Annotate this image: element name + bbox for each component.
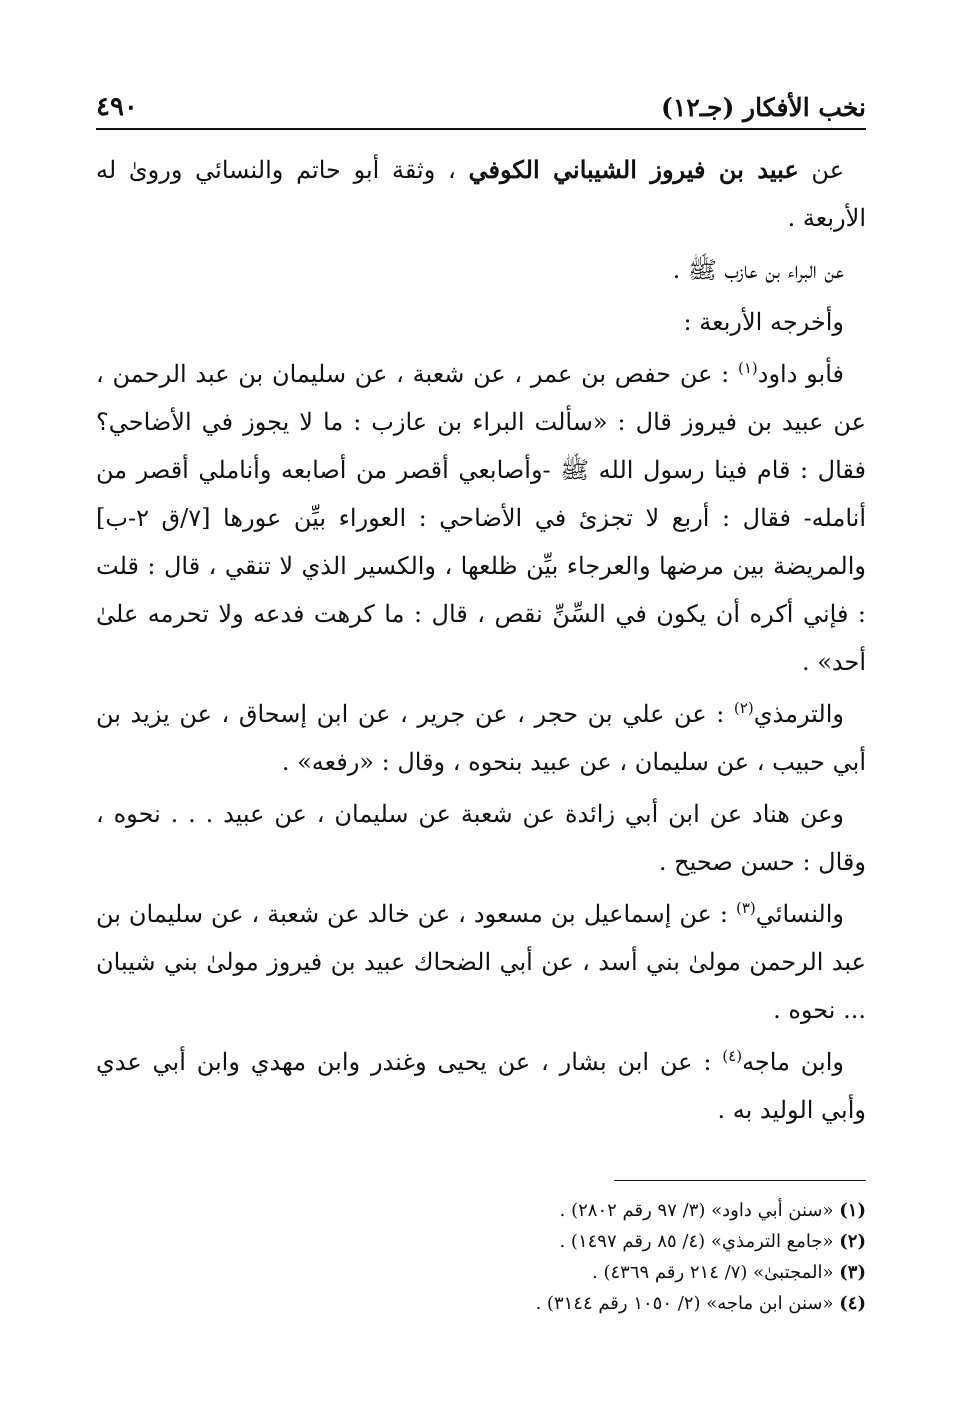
narrator-name: عبيد بن فيروز الشيباني الكوفي [468,155,799,184]
page-number: ٤٩٠ [96,92,138,122]
source-name: والترمذي [753,700,844,728]
text-span: : عن ابن بشار ، عن يحيى وغندر وابن مهدي وابن أبي عدي وأبي الوليد به . [96,1048,866,1124]
footnote-text: «سنن ابن ماجه» (٢/ ١٠٥٠ رقم ٣١٤٤) . [535,1293,834,1314]
source-name: والنسائي [755,900,844,928]
footnote [96,1195,866,1226]
footnote-number: (٢) [839,1231,866,1252]
footnote-ref[interactable]: (٢) [733,699,754,717]
footnote [96,1257,866,1288]
paragraph: عن البراء بن عازب ﷺ . [672,256,844,284]
footnote-text: «جامع الترمذي» (٤/ ٨٥ رقم ١٤٩٧) . [559,1231,834,1252]
paragraph-nasai [96,890,866,1034]
footnote-ref[interactable]: (٣) [736,899,756,917]
running-title: نخب الأفكار (جـ١٢) [660,93,866,122]
text-span: : عن إسماعيل بن مسعود ، عن خالد عن شعبة ، عن سليمان بن عبد الرحمن مولىٰ بني أسد ، عن أبي الضحاك عبيد بن فيروز مولىٰ بني شيبان ... نحوه . [96,900,866,1024]
footnote-ref[interactable]: (٤) [722,1047,743,1065]
footnote-separator [614,1180,866,1181]
paragraph-tirmidhi [96,690,866,786]
paragraph: وأخرجه الأربعة : [683,308,844,336]
footnote-ref[interactable]: (١) [737,359,758,377]
text-span: ، وثقة أبو حاتم والنسائي وروىٰ له الأربعة . [96,156,866,232]
footnote-number: (١) [839,1200,866,1221]
source-name: وابن ماجه [742,1048,844,1076]
paragraph-narrator [96,146,866,242]
page-header [96,78,866,122]
footnote-number: (٣) [839,1262,866,1283]
footnote [96,1288,866,1319]
main-text [96,146,866,1134]
paragraph: وعن هناد عن ابن أبي زائدة عن شعبة عن سليمان ، عن عبيد . . . نحوه ، وقال : حسن صحيح . [96,800,866,876]
text-span: عن [798,156,845,184]
book-page [96,78,866,1319]
footnote-text: «سنن أبي داود» (٣/ ٩٧ رقم ٢٨٠٢) . [559,1200,834,1221]
footnotes [96,1195,866,1319]
footnote [96,1226,866,1257]
footnote-text: «المجتبىٰ» (٧/ ٢١٤ رقم ٤٣٦٩) . [592,1262,834,1283]
text-span: : عن حفص بن عمر ، عن شعبة ، عن سليمان بن عبد الرحمن ، عن عبيد بن فيروز قال : «سألت البراء بن عازب : ما لا يجوز في الأضاحي؟ فقال : قام فينا رسول الله ﷺ -وأصابعي أقصر من أصابعه وأناملي أقصر من أنامله- فقال : أربع لا تجزئ في الأضاحي : العوراء بيِّن عورها [٧/ق ٢-ب] والمريضة بين مرضها والعرجاء بيِّن ظلعها ، والكسير الذي لا تنقي ، قال : قلت : فإني أكره أن يكون في السِّنِّ نقص ، قال : ما كرهت فدعه ولا تحرمه علىٰ أحد» . [96,360,867,676]
footnote-number: (٤) [839,1293,866,1314]
paragraph-abu-dawud [96,350,866,686]
paragraph-ibn-majah [96,1038,866,1134]
source-name: فأبو داود [757,360,844,388]
text-span: : عن علي بن حجر ، عن جرير ، عن ابن إسحاق ، عن يزيد بن أبي حبيب ، عن سليمان ، عن عبيد بنحوه ، وقال : «رفعه» . [96,700,866,776]
header-rule [96,128,866,130]
